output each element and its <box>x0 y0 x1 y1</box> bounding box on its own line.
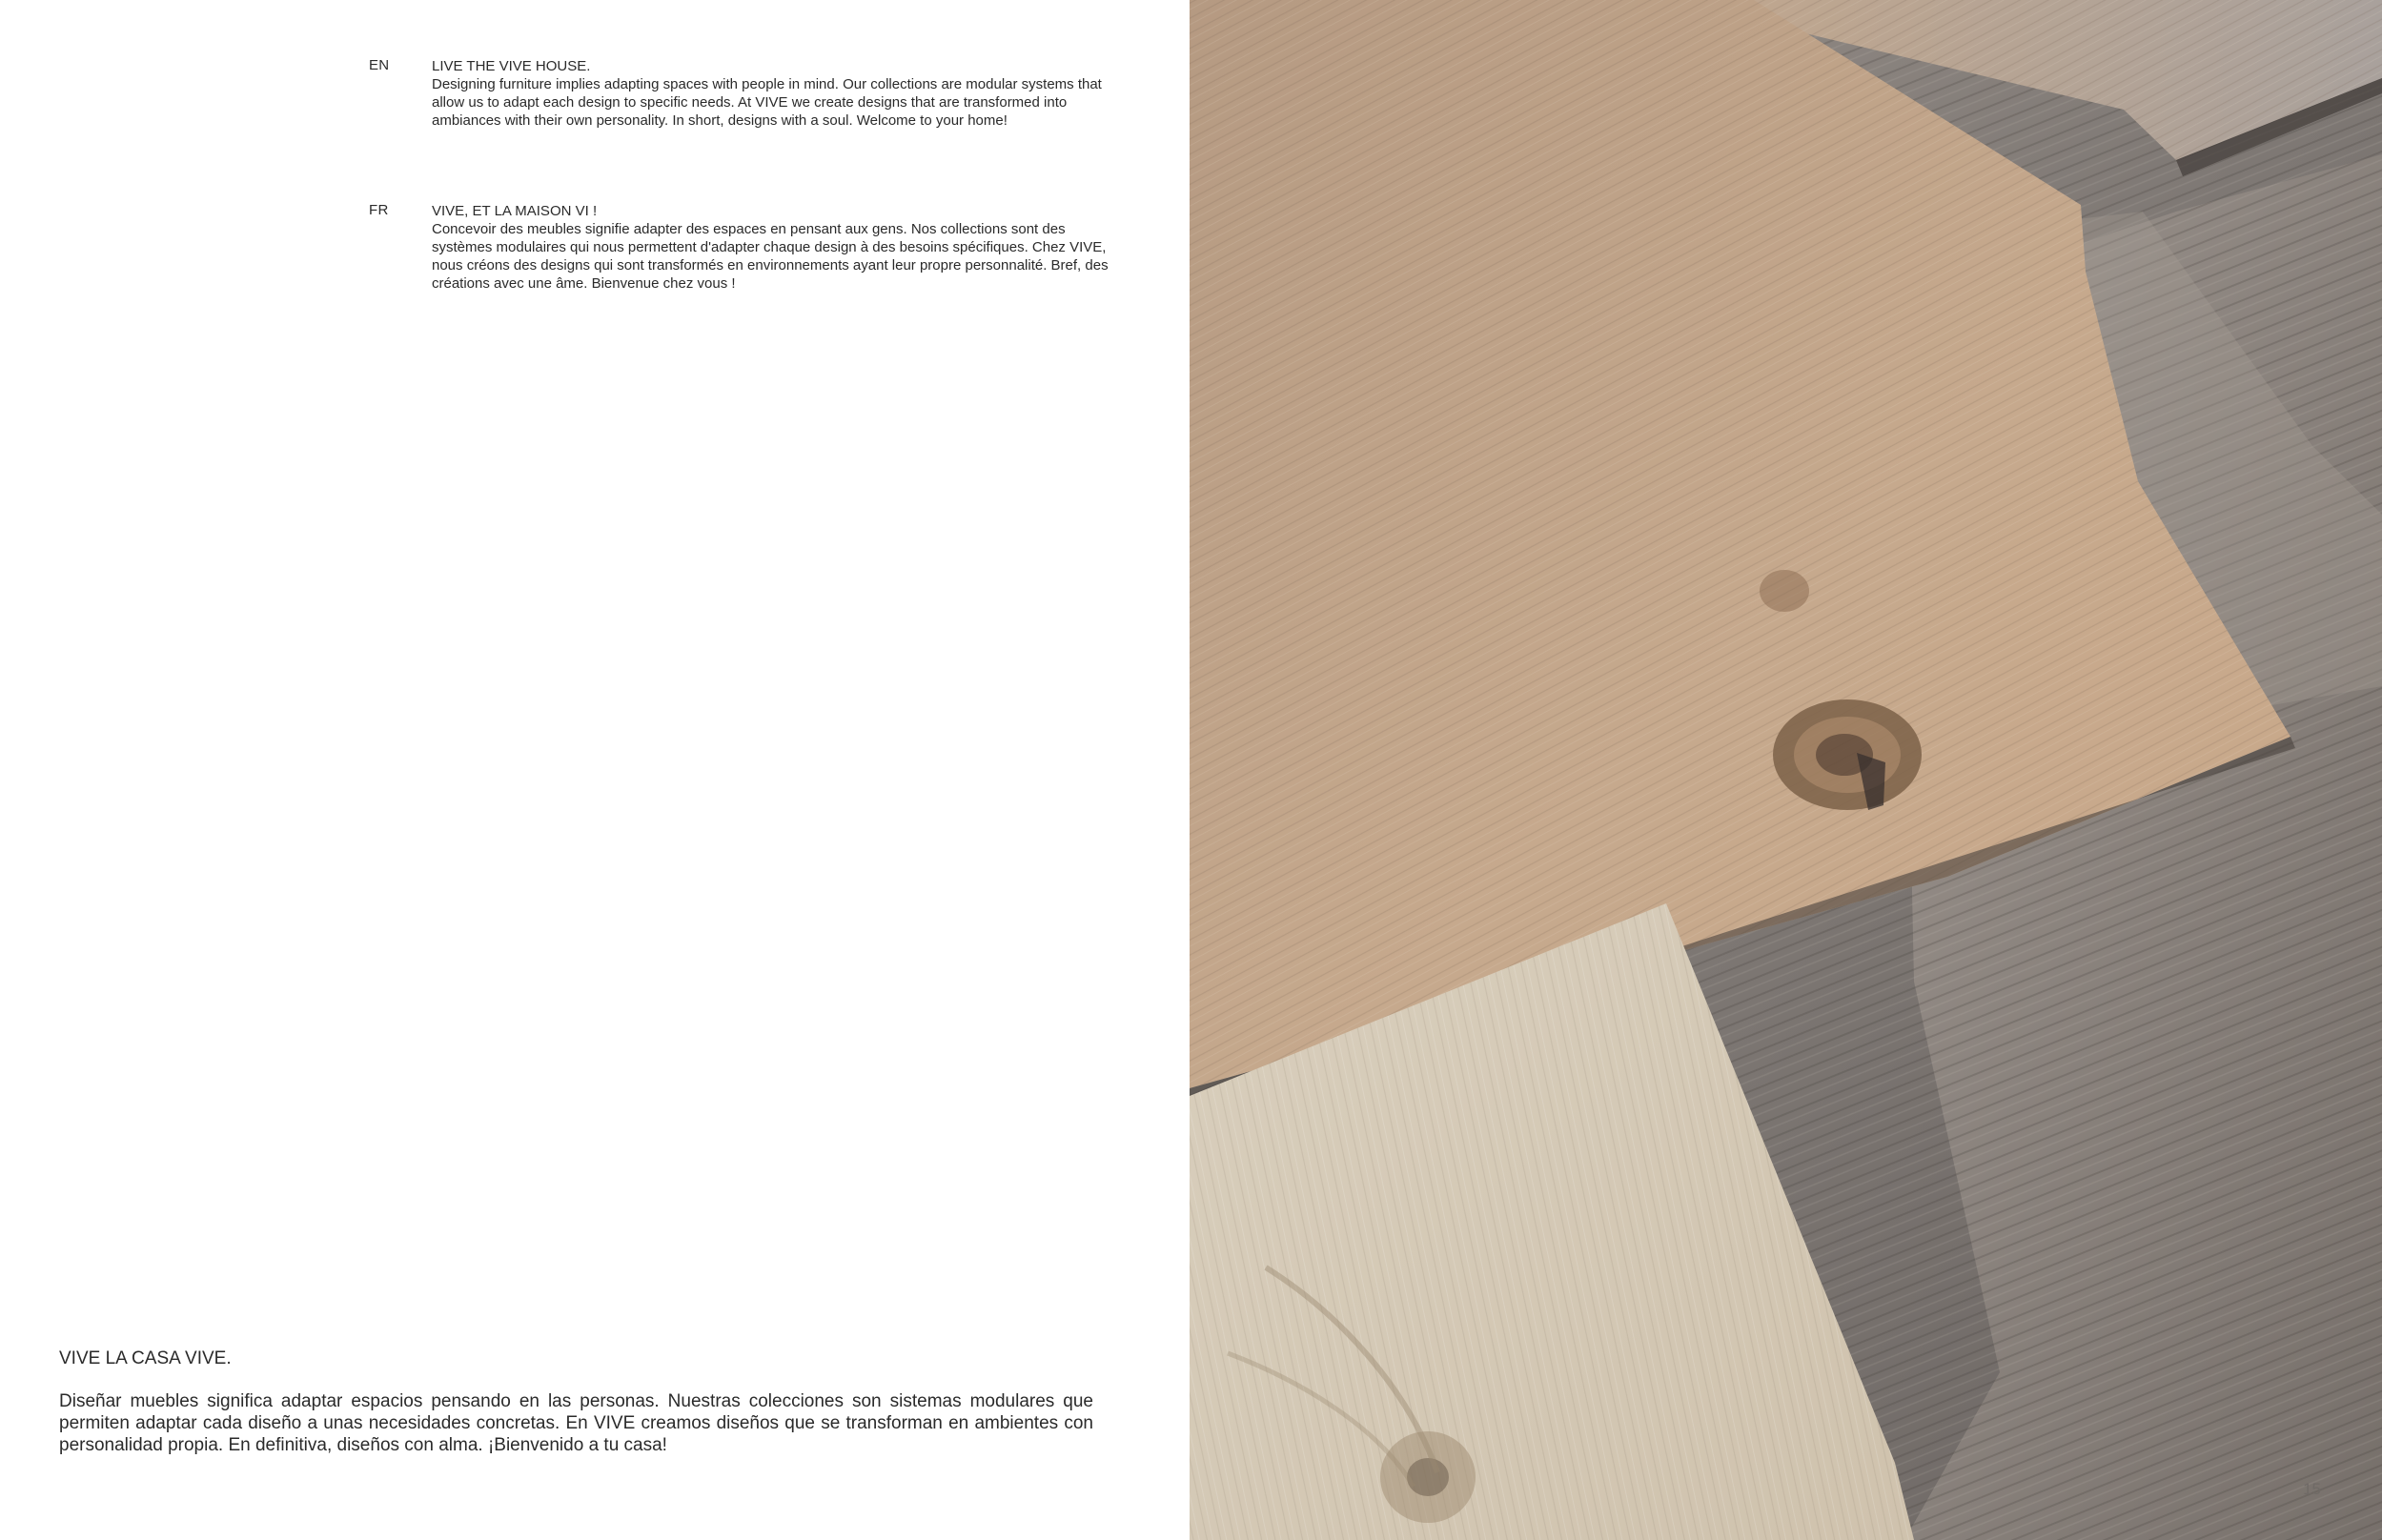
language-code-fr: FR <box>369 202 389 218</box>
english-title: LIVE THE VIVE HOUSE. <box>432 58 591 74</box>
language-code-en: EN <box>369 57 390 73</box>
english-text <box>432 57 1118 130</box>
french-body: Concevoir des meubles signifie adapter des espaces en pensant aux gens. Nos collections sont des systèmes modulaires qui nous permettent d'adapter chaque design à des besoins spécifiques. Chez VIVE, nous créons des designs qui sont transformés en environnements ayant leur propre personnalité. Bref, des créations avec une âme. Bienvenue chez vous ! <box>432 221 1109 292</box>
spanish-text-block <box>59 1348 1093 1456</box>
left-page <box>0 0 1190 1540</box>
english-body: Designing furniture implies adapting spaces with people in mind. Our collections are modular systems that allow us to adapt each design to specific needs. At VIVE we create designs that are transformed into ambiances with their own personality. In short, designs with a soul. Welcome to your home! <box>432 76 1102 129</box>
spanish-body: Diseñar muebles significa adaptar espacios pensando en las personas. Nuestras colecciones son sistemas modulares que permiten adaptar cada diseño a unas necesidades concretas. En VIVE creamos diseños que se transforman en ambientes con personalidad propia. En definitiva, diseños con alma. ¡Bienvenido a tu casa! <box>59 1391 1093 1455</box>
french-title: VIVE, ET LA MAISON VI ! <box>432 203 598 219</box>
french-text <box>432 202 1118 293</box>
wood-veneer-illustration <box>1190 0 2382 1540</box>
page-number: 15 <box>2303 1480 2321 1498</box>
wood-knot <box>1773 699 1922 810</box>
wood-samples-photo <box>1190 0 2382 1540</box>
spanish-title: VIVE LA CASA VIVE. <box>59 1348 232 1368</box>
